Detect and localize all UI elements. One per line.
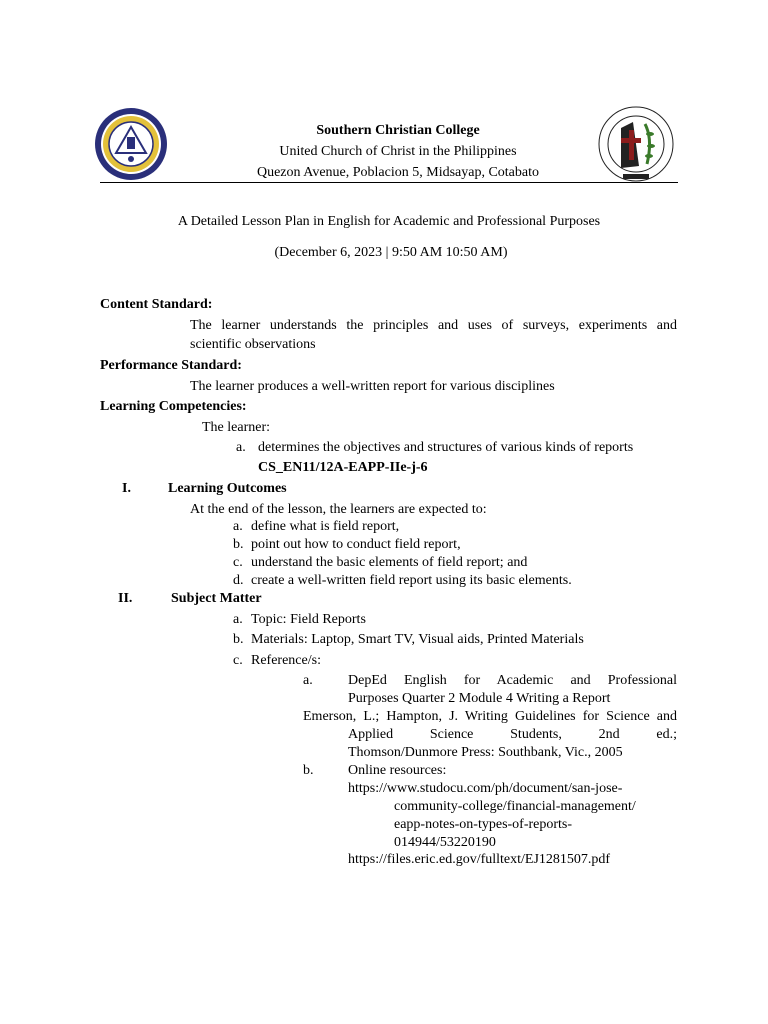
ref-a-line1: DepEd English for Academic and Professional bbox=[348, 673, 677, 688]
content-standard-heading: Content Standard: bbox=[100, 297, 213, 312]
ref-url1-line4[interactable]: 014944/53220190 bbox=[394, 835, 496, 850]
subject-text: Reference/s: bbox=[251, 653, 321, 668]
subject-marker: b. bbox=[233, 632, 244, 647]
competency-marker: a. bbox=[236, 440, 246, 455]
competency-code: CS_EN11/12A-EAPP-IIe-j-6 bbox=[258, 460, 428, 475]
subject-text: Topic: Field Reports bbox=[251, 612, 366, 627]
outcome-marker: a. bbox=[233, 519, 243, 534]
ref-emerson-line3: Thomson/Dunmore Press: Southbank, Vic., 2005 bbox=[348, 745, 623, 760]
performance-standard-text: The learner produces a well-written report for various disciplines bbox=[190, 379, 555, 394]
subject-text: Materials: Laptop, Smart TV, Visual aids, Printed Materials bbox=[251, 632, 584, 647]
college-name: Southern Christian College bbox=[316, 123, 480, 138]
ref-url1-line2[interactable]: community-college/financial-management/ bbox=[394, 799, 636, 814]
section2-numeral: II. bbox=[118, 591, 133, 606]
outcome-text: point out how to conduct field report, bbox=[251, 537, 461, 552]
outcome-text: create a well-written field report using its basic elements. bbox=[251, 573, 572, 588]
content-standard-line1: The learner understands the principles and uses of surveys, experiments and bbox=[190, 318, 677, 333]
section1-intro: At the end of the lesson, the learners are expected to: bbox=[190, 502, 487, 517]
section2-heading: Subject Matter bbox=[171, 591, 262, 606]
competency-text: determines the objectives and structures of various kinds of reports bbox=[258, 440, 634, 455]
date-line: (December 6, 2023 | 9:50 AM 10:50 AM) bbox=[274, 245, 508, 260]
content-standard-line2: scientific observations bbox=[190, 337, 316, 352]
address: Quezon Avenue, Poblacion 5, Midsayap, Cotabato bbox=[256, 165, 540, 180]
learner-intro: The learner: bbox=[202, 420, 271, 435]
ref-emerson-line1: Emerson, L.; Hampton, J. Writing Guidelines for Science and bbox=[303, 709, 677, 724]
learning-competencies-heading: Learning Competencies: bbox=[100, 399, 247, 414]
subject-marker: a. bbox=[233, 612, 243, 627]
ref-a-marker: a. bbox=[303, 673, 313, 688]
section1-numeral: I. bbox=[122, 481, 131, 496]
outcome-marker: c. bbox=[233, 555, 243, 570]
ref-url1-line1[interactable]: https://www.studocu.com/ph/document/san-jose- bbox=[348, 781, 623, 796]
ref-b-label: Online resources: bbox=[348, 763, 447, 778]
ref-b-marker: b. bbox=[303, 763, 314, 778]
section1-heading: Learning Outcomes bbox=[168, 481, 287, 496]
ref-a-line2: Purposes Quarter 2 Module 4 Writing a Report bbox=[348, 691, 611, 706]
ref-url2[interactable]: https://files.eric.ed.gov/fulltext/EJ1281507.pdf bbox=[348, 852, 611, 867]
affiliation: United Church of Christ in the Philippines bbox=[279, 144, 517, 159]
performance-standard-heading: Performance Standard: bbox=[100, 358, 242, 373]
lesson-plan-title: A Detailed Lesson Plan in English for Academic and Professional Purposes bbox=[177, 214, 601, 229]
ref-url1-line3[interactable]: eapp-notes-on-types-of-reports- bbox=[394, 817, 573, 832]
outcome-marker: b. bbox=[233, 537, 244, 552]
outcome-text: define what is field report, bbox=[251, 519, 400, 534]
outcome-marker: d. bbox=[233, 573, 244, 588]
header-rule bbox=[100, 182, 678, 183]
outcome-text: understand the basic elements of field report; and bbox=[251, 555, 528, 570]
subject-marker: c. bbox=[233, 653, 243, 668]
ref-emerson-line2: Applied Science Students, 2nd ed.; bbox=[348, 727, 677, 742]
